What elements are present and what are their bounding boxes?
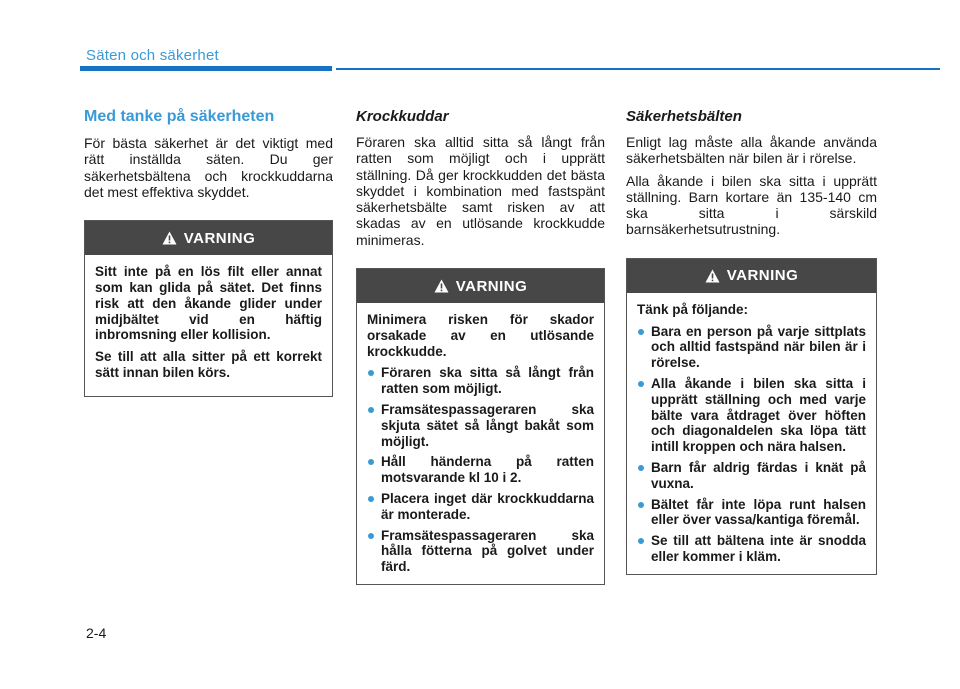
column-safety xyxy=(84,108,333,397)
heading-airbags: Krockkuddar xyxy=(356,108,449,125)
warning-triangle-icon xyxy=(705,269,720,283)
list-item: Föraren ska sitta så långt från ratten som möjligt. xyxy=(367,365,594,397)
warning-header xyxy=(357,269,604,303)
list-item: Håll händerna på ratten motsvarande kl 10 i 2. xyxy=(367,454,594,486)
paragraph: För bästa säkerhet är det viktigt med rätt inställda säten. Du ger säkerhetsbältena och krockkuddarna det mest effektiva skyddet. xyxy=(84,135,333,200)
warning-body xyxy=(357,303,604,584)
warning-box xyxy=(626,258,877,575)
warning-title: VARNING xyxy=(183,229,256,247)
header-rule-thick xyxy=(80,66,332,71)
paragraph: Enligt lag måste alla åkande använda säkerhetsbälten när bilen är i rörelse. xyxy=(626,134,877,167)
list-item: Bara en person på varje sittplats och alltid fastspänd när bilen är i rörelse. xyxy=(637,324,866,371)
warning-header xyxy=(627,259,876,293)
list-item: Barn får aldrig färdas i knät på vuxna. xyxy=(637,460,866,492)
warning-text: Se till att alla sitter på ett korrekt sätt innan bilen körs. xyxy=(95,349,322,380)
warning-triangle-icon xyxy=(162,231,177,245)
warning-text: Sitt inte på en lös filt eller annat som kan glida på sätet. Det finns risk att den åkande glider under midjbältet vid en häftig inbromsning eller kollision. xyxy=(95,264,322,343)
warning-triangle-icon xyxy=(434,279,449,293)
warning-list xyxy=(367,365,594,575)
paragraph: Föraren ska alltid sitta så långt från ratten som möjligt och i upprätt ställning. Då ger krockkudden det bästa skyddet i kombination med fastspänt säkerhetsbälte samt risken av att skadas av en utlösande krockkudde minimeras. xyxy=(356,134,605,248)
list-item: Se till att bältena inte är snodda eller kommer i kläm. xyxy=(637,533,866,565)
warning-box xyxy=(356,268,605,585)
warning-list xyxy=(637,324,866,565)
warning-body xyxy=(627,293,876,574)
column-seatbelts xyxy=(626,108,877,575)
warning-box xyxy=(84,220,333,397)
warning-title: VARNING xyxy=(455,277,528,295)
heading-safety: Med tanke på säkerheten xyxy=(84,108,275,125)
list-item: Framsätespassageraren ska skjuta sätet så långt bakåt som möjligt. xyxy=(367,402,594,449)
page-number: 2-4 xyxy=(86,625,107,641)
column-airbags xyxy=(356,108,605,585)
list-item: Framsätespassageraren ska hålla fötterna på golvet under färd. xyxy=(367,528,594,575)
heading-seatbelts: Säkerhetsbälten xyxy=(626,108,742,125)
list-item: Alla åkande i bilen ska sitta i upprätt ställning och med varje bälte vara åtdraget över höften och diagonaldelen ska löpa tätt intill kroppen och nära halsen. xyxy=(637,376,866,455)
warning-header xyxy=(85,221,332,255)
list-item: Bältet får inte löpa runt halsen eller över vassa/kantiga föremål. xyxy=(637,497,866,529)
list-item: Placera inget där krockkuddarna är monterade. xyxy=(367,491,594,523)
header-rule-thin xyxy=(336,68,940,70)
warning-intro: Minimera risken för skador orsakade av en utlösande krockkudde. xyxy=(367,312,594,359)
warning-title: VARNING xyxy=(726,267,799,285)
section-title: Säten och säkerhet xyxy=(86,47,219,64)
warning-intro: Tänk på följande: xyxy=(637,301,749,317)
warning-body xyxy=(85,255,332,396)
paragraph: Alla åkande i bilen ska sitta i upprätt ställning. Barn kortare än 135-140 cm ska sitta i särskild barnsäkerhetsutrustning. xyxy=(626,172,877,238)
